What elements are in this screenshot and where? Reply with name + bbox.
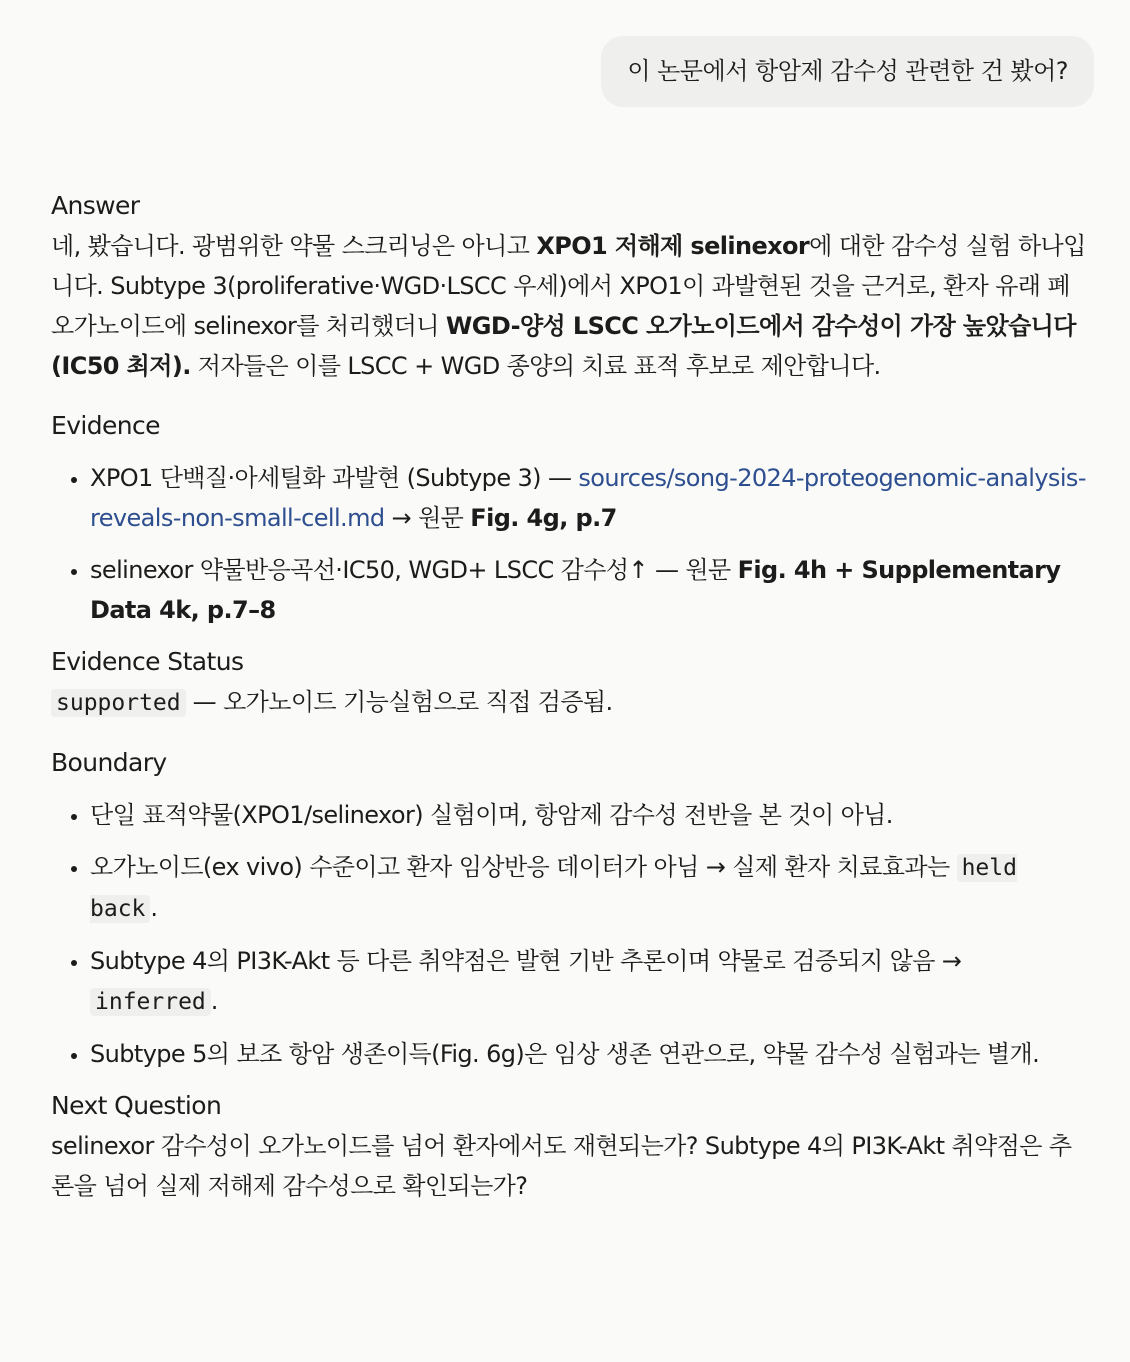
boundary-item (90, 795, 1091, 835)
evidence-item (90, 458, 1091, 538)
boundary-item-2-end: . (150, 894, 158, 922)
boundary-item (90, 1034, 1091, 1074)
evidence-status-paragraph (51, 682, 1091, 723)
evidence-item-1-arrow: → 원문 (384, 504, 471, 532)
user-message-text: 이 논문에서 항암제 감수성 관련한 건 봤어? (627, 57, 1068, 85)
answer-bold-2: WGD-양성 LSCC 오가노이드에서 감수성이 가장 높았습니다(IC50 최저). (51, 312, 1076, 380)
boundary-heading: Boundary (51, 748, 167, 777)
evidence-list (51, 458, 1091, 630)
assistant-response (51, 186, 1091, 1226)
answer-bold-1: XPO1 저해제 selinexor (536, 232, 810, 260)
evidence-item-2-text: selinexor 약물반응곡선·IC50, WGD+ LSCC 감수성↑ — 원문 (90, 556, 738, 584)
boundary-item-1-text: 단일 표적약물(XPO1/selinexor) 실험이며, 항암제 감수성 전반을 본 것이 아님. (90, 801, 893, 829)
evidence-status-text: — 오가노이드 기능실험으로 직접 검증됨. (185, 688, 613, 716)
answer-text-3: 저자들은 이를 LSCC + WGD 종양의 치료 표적 후보로 제안합니다. (190, 352, 881, 380)
source-file-link[interactable]: sources/song-2024-proteogenomic-analysis-reveals-non-small-cell.md (90, 464, 1086, 532)
boundary-item-2-text: 오가노이드(ex vivo) 수준이고 환자 임상반응 데이터가 아님 → 실제 환자 치료효과는 (90, 853, 957, 881)
boundary-item-3-end: . (210, 987, 218, 1015)
answer-text-1: 네, 봤습니다. 광범위한 약물 스크리닝은 아니고 (51, 232, 537, 260)
inferred-code: inferred (90, 988, 211, 1016)
boundary-item (90, 847, 1091, 929)
next-question-text: selinexor 감수성이 오가노이드를 넘어 환자에서도 재현되는가? Subtype 4의 PI3K-Akt 취약점은 추론을 넘어 실제 저해제 감수성으로 확인되는가? (51, 1132, 1072, 1200)
evidence-item-1-text: XPO1 단백질·아세틸화 과발현 (Subtype 3) — (90, 464, 579, 492)
next-question-heading: Next Question (51, 1091, 222, 1120)
boundary-item-4-text: Subtype 5의 보조 항암 생존이득(Fig. 6g)은 임상 생존 연관으로, 약물 감수성 실험과는 별개. (90, 1040, 1040, 1068)
next-question-paragraph (51, 1126, 1091, 1206)
evidence-item-1-ref: Fig. 4g, p.7 (470, 504, 617, 532)
answer-text-2: 에 대한 감수성 실험 하나입니다. Subtype 3(proliferative·WGD·LSCC 우세)에서 XPO1이 과발현된 것을 근거로, 환자 유래 폐 오가노이드에 selinexor를 처리했더니 (51, 232, 1086, 340)
evidence-item-2-ref: Fig. 4h + Supplementary Data 4k, p.7–8 (90, 556, 1061, 624)
user-message-bubble (601, 36, 1094, 107)
boundary-item (90, 941, 1091, 1022)
status-code: supported (51, 689, 186, 717)
evidence-item (90, 550, 1091, 630)
answer-heading: Answer (51, 191, 140, 220)
evidence-status-heading: Evidence Status (51, 647, 244, 676)
boundary-list (51, 795, 1091, 1074)
answer-paragraph (51, 226, 1091, 386)
held-back-code: held back (90, 855, 1017, 922)
boundary-item-3-text: Subtype 4의 PI3K-Akt 등 다른 취약점은 발현 기반 추론이며 약물로 검증되지 않음 → (90, 947, 962, 975)
evidence-heading: Evidence (51, 411, 160, 440)
